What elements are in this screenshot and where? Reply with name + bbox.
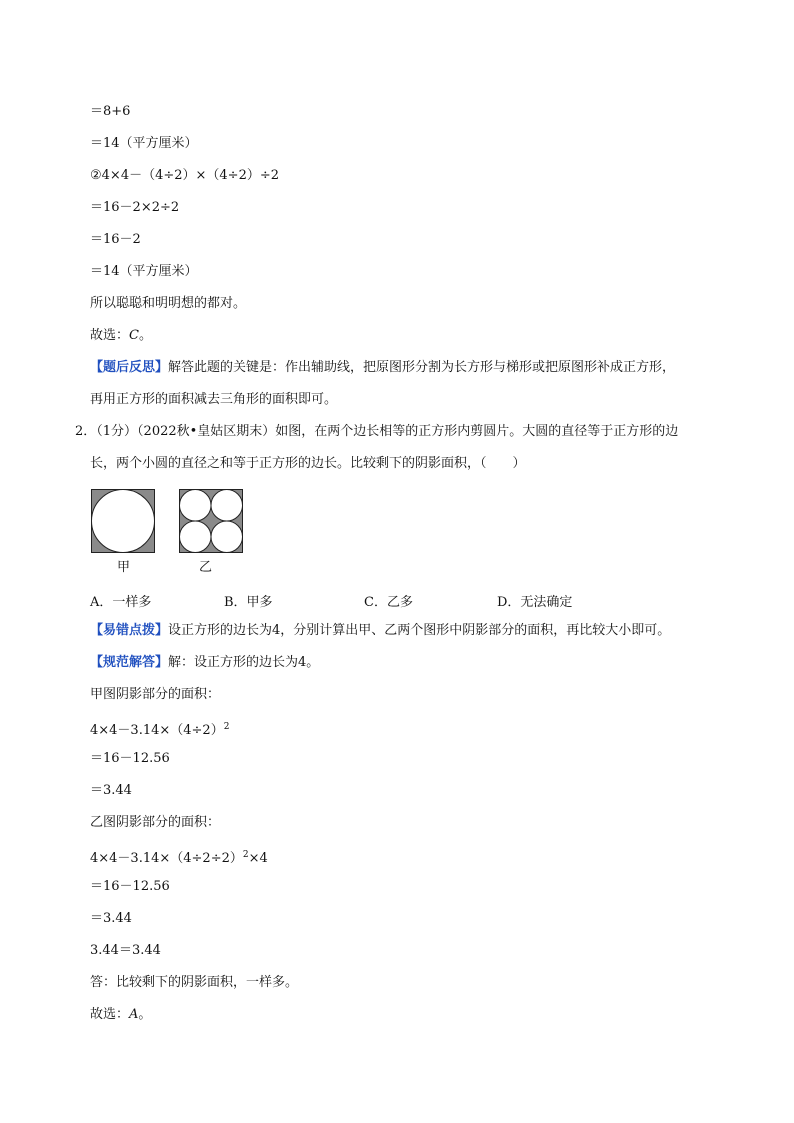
small-circle bbox=[180, 521, 212, 553]
answer-suffix: 。 bbox=[138, 1007, 152, 1022]
reflection-line-1 bbox=[90, 359, 675, 377]
step-line: ＝16－2 bbox=[90, 232, 141, 247]
option-d[interactable]: D．无法确定 bbox=[497, 595, 573, 610]
question-2-line-1 bbox=[75, 423, 678, 441]
figure-label-yi: 乙 bbox=[199, 560, 213, 575]
step-line: ②4×4－（4÷2）×（4÷2）÷2 bbox=[90, 168, 280, 183]
calc-b-expr bbox=[90, 846, 268, 868]
compare-line: 3.44＝3.44 bbox=[90, 943, 161, 958]
answer-prefix: 故选： bbox=[90, 1007, 130, 1022]
step-line: ＝8+6 bbox=[90, 104, 131, 119]
conclusion-line: 答：比较剩下的阴影面积，一样多。 bbox=[90, 975, 299, 990]
question-number: 2． bbox=[75, 424, 97, 439]
large-circle bbox=[92, 490, 155, 553]
answer-choice: A bbox=[129, 1007, 139, 1022]
figure-jia bbox=[91, 489, 155, 553]
option-c[interactable]: C．乙多 bbox=[364, 595, 413, 610]
small-circle bbox=[211, 490, 243, 522]
solution-line bbox=[90, 654, 319, 672]
answer-line-2 bbox=[90, 1006, 151, 1024]
reflection-tag: 【题后反思】 bbox=[90, 360, 169, 375]
solution-tag: 【规范解答】 bbox=[90, 655, 169, 670]
calc-b-title: 乙图阴影部分的面积： bbox=[90, 815, 221, 830]
calc-b-expr-tail: ×4 bbox=[248, 851, 268, 866]
figure-yi bbox=[179, 489, 243, 553]
step-line: ＝16－2×2÷2 bbox=[90, 200, 180, 215]
calc-a-title: 甲图阴影部分的面积： bbox=[90, 687, 221, 702]
hint-line bbox=[90, 622, 670, 640]
calc-a-step: ＝16－12.56 bbox=[90, 751, 170, 766]
calc-a-expr-text: 4×4－3.14×（4÷2） bbox=[90, 723, 224, 738]
step-line: ＝14（平方厘米） bbox=[90, 136, 198, 151]
calc-b-step: ＝3.44 bbox=[90, 911, 132, 926]
hint-text: 设正方形的边长为4，分别计算出甲、乙两个图形中阴影部分的面积，再比较大小即可。 bbox=[168, 623, 671, 638]
solution-text: 解：设正方形的边长为4。 bbox=[168, 655, 320, 670]
calc-a-expr bbox=[90, 718, 229, 740]
calc-b-expr-text: 4×4－3.14×（4÷2÷2） bbox=[90, 851, 243, 866]
small-circle bbox=[211, 521, 243, 553]
reflection-line-2: 再用正方形的面积减去三角形的面积即可。 bbox=[90, 392, 338, 407]
figure-label-jia: 甲 bbox=[117, 560, 131, 575]
answer-prefix: 故选： bbox=[90, 328, 130, 343]
step-line: 所以聪聪和明明想的都对。 bbox=[90, 296, 247, 311]
question-2-line-2: 长，两个小圆的直径之和等于正方形的边长。比较剩下的阴影面积，（ ） bbox=[90, 456, 526, 471]
calc-b-exponent: 2 bbox=[242, 850, 249, 860]
option-a[interactable]: A．一样多 bbox=[90, 595, 152, 610]
calc-b-step: ＝16－12.56 bbox=[90, 879, 170, 894]
calc-a-step: ＝3.44 bbox=[90, 783, 132, 798]
small-circle bbox=[180, 490, 212, 522]
step-line: ＝14（平方厘米） bbox=[90, 264, 198, 279]
calc-a-exponent: 2 bbox=[223, 722, 230, 732]
question-text: （1分）（2022秋•皇姑区期末）如图，在两个边长相等的正方形内剪圆片。大圆的直径等于正方形的边 bbox=[96, 424, 679, 439]
reflection-text: 解答此题的关键是：作出辅助线，把原图形分割为长方形与梯形或把原图形补成正方形， bbox=[168, 360, 676, 375]
option-b[interactable]: B．甲多 bbox=[224, 595, 273, 610]
answer-suffix: 。 bbox=[138, 328, 152, 343]
hint-tag: 【易错点拨】 bbox=[90, 623, 169, 638]
answer-line-1 bbox=[90, 327, 152, 345]
answer-choice: C bbox=[129, 328, 139, 343]
